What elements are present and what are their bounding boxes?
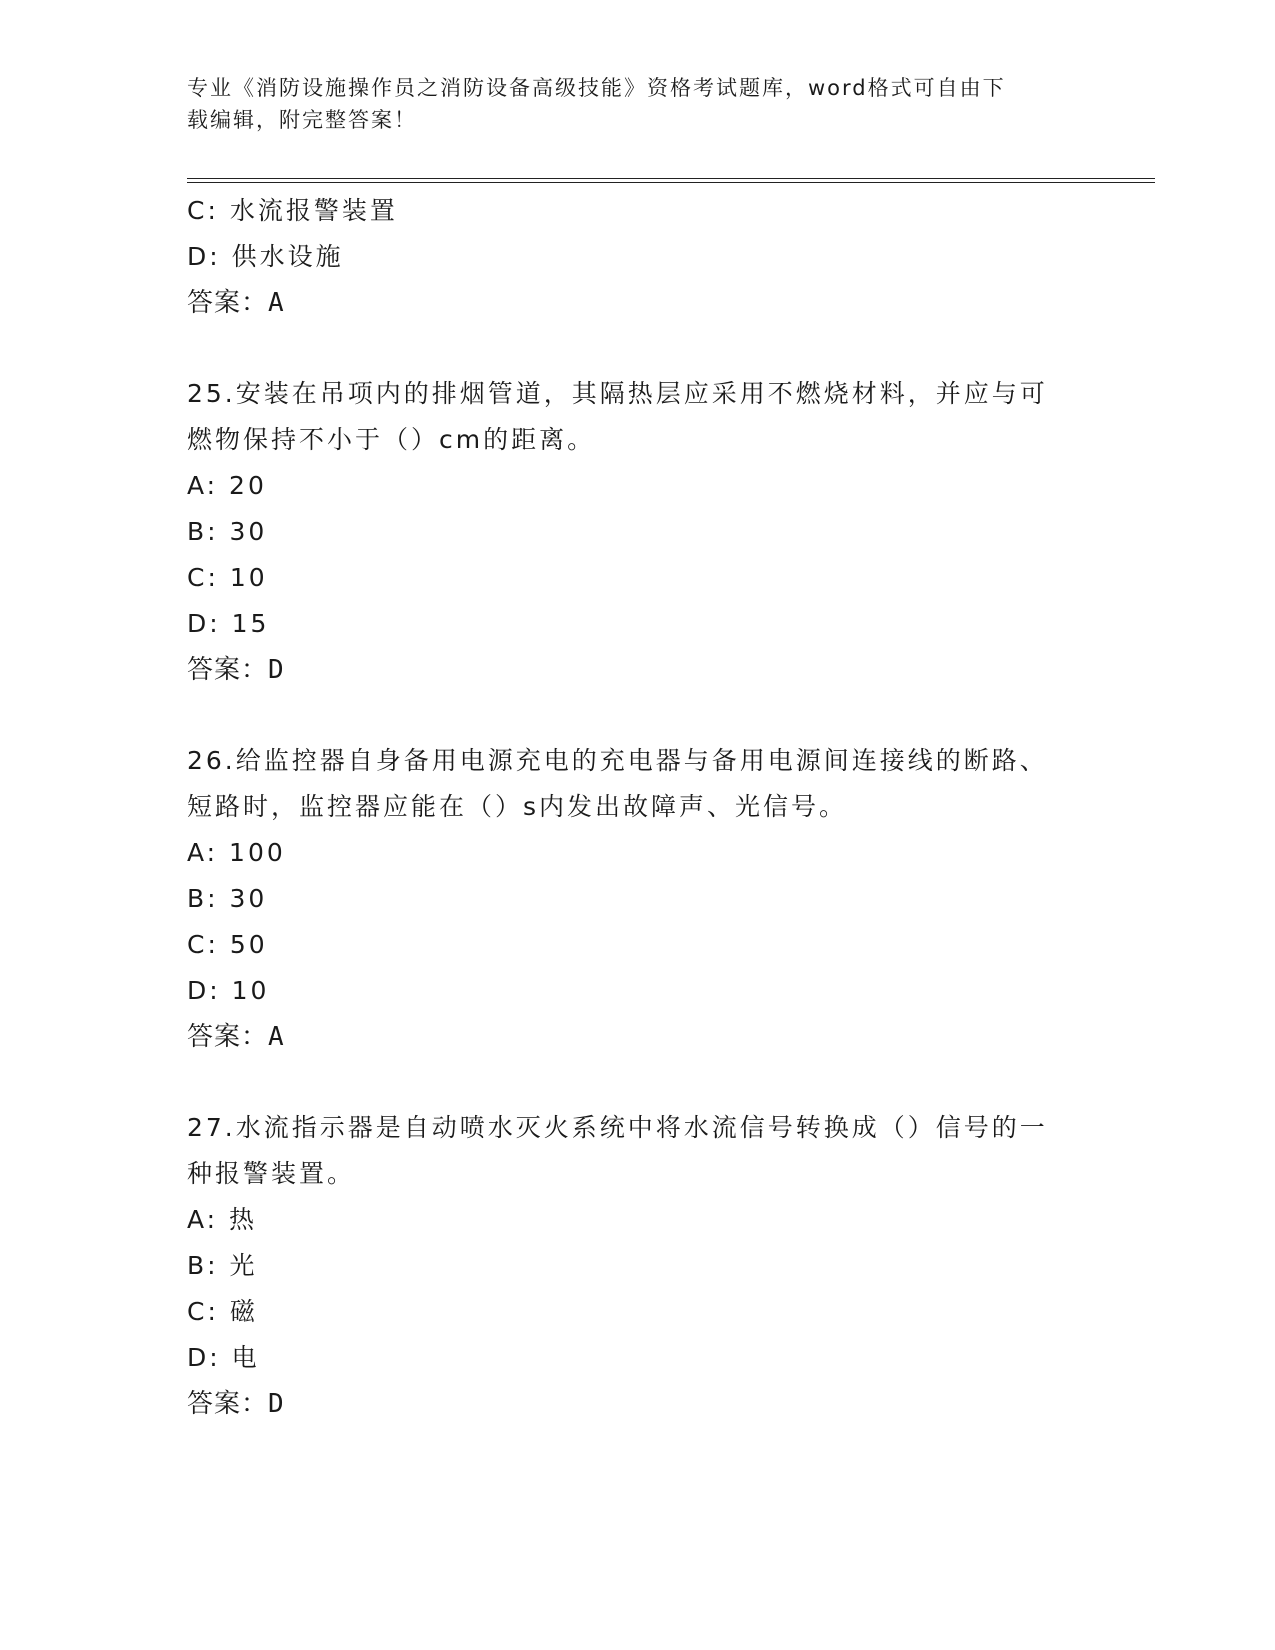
header-line-1: 专业《消防设施操作员之消防设备高级技能》资格考试题库，word格式可自由下 bbox=[187, 76, 1006, 100]
question-text-line-1: 26.给监控器自身备用电源充电的充电器与备用电源间连接线的断路、 bbox=[187, 746, 1048, 775]
question-text-line-1: 27.水流指示器是自动喷水灭火系统中将水流信号转换成（）信号的一 bbox=[187, 1113, 1048, 1142]
option-d: D: 供水设施 bbox=[187, 242, 344, 271]
option-c: C: 50 bbox=[187, 930, 268, 959]
option-a: A: 100 bbox=[187, 838, 286, 867]
question-text-line-1: 25.安装在吊项内的排烟管道，其隔热层应采用不燃烧材料，并应与可 bbox=[187, 379, 1048, 408]
question-26 bbox=[187, 738, 1087, 1060]
question-text-line-2: 燃物保持不小于（）cm的距离。 bbox=[187, 425, 596, 454]
option-b: B: 30 bbox=[187, 884, 268, 913]
option-b: B: 30 bbox=[187, 517, 268, 546]
option-b: B: 光 bbox=[187, 1251, 258, 1280]
answer-line: 答案：D bbox=[187, 1389, 285, 1419]
option-c: C: 磁 bbox=[187, 1297, 258, 1326]
question-text-line-2: 种报警装置。 bbox=[187, 1159, 356, 1188]
previous-question-tail bbox=[187, 188, 1087, 326]
option-c: C: 10 bbox=[187, 563, 268, 592]
option-a: A: 20 bbox=[187, 471, 267, 500]
header-divider bbox=[187, 178, 1155, 183]
option-d: D: 电 bbox=[187, 1343, 260, 1372]
question-list bbox=[187, 188, 1087, 1427]
question-text-line-2: 短路时，监控器应能在（）s内发出故障声、光信号。 bbox=[187, 792, 848, 821]
document-header bbox=[187, 72, 1087, 136]
question-27 bbox=[187, 1105, 1087, 1427]
option-d: D: 15 bbox=[187, 609, 270, 638]
answer-line: 答案：D bbox=[187, 655, 285, 685]
question-25 bbox=[187, 371, 1087, 693]
header-line-2: 载编辑，附完整答案！ bbox=[187, 108, 417, 132]
question-text bbox=[187, 1105, 1087, 1197]
answer-line: 答案：A bbox=[187, 1022, 285, 1052]
answer-line: 答案：A bbox=[187, 288, 285, 318]
option-c: C: 水流报警装置 bbox=[187, 196, 398, 225]
question-text bbox=[187, 738, 1087, 830]
question-text bbox=[187, 371, 1087, 463]
option-d: D: 10 bbox=[187, 976, 270, 1005]
option-a: A: 热 bbox=[187, 1205, 258, 1234]
